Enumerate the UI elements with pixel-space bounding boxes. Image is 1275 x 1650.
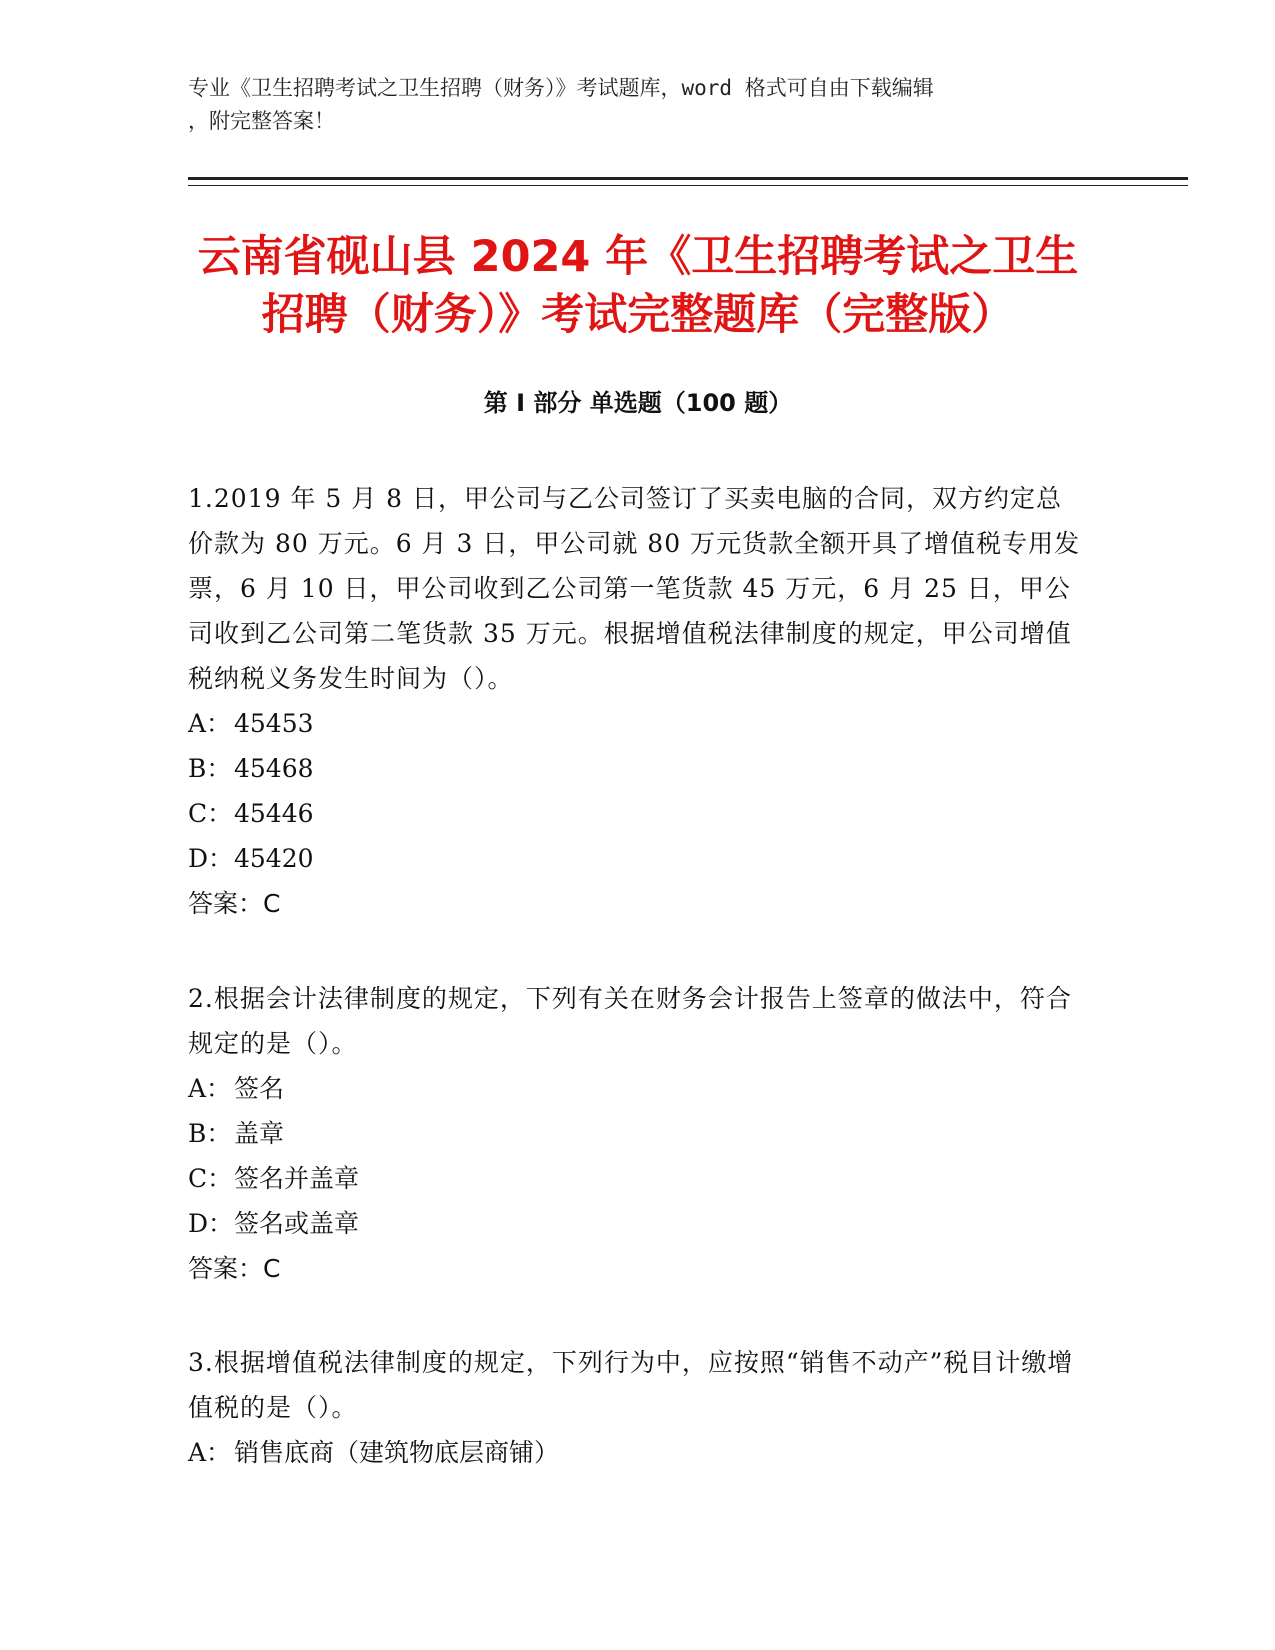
option-text: 签名 (234, 1074, 285, 1103)
option-label: C： (188, 799, 233, 828)
question-text: 1.2019 年 5 月 8 日，甲公司与乙公司签订了买卖电脑的合同，双方约定总价款为 80 万元。6 月 3 日，甲公司就 80 万元货款全额开具了增值税专用发票，6 月 10 日，甲公司收到乙公司第一笔货款 45 万元，6 月 25 日，甲公司收到乙公司第二笔货款 35 万元。根据增值税法律制度的规定，甲公司增值税纳税义务发生时间为（）。 (188, 484, 1081, 693)
option-a (188, 1066, 1088, 1111)
option-label: A： (188, 1074, 232, 1103)
question-1 (188, 476, 1088, 926)
option-a (188, 1430, 1088, 1475)
option-a (188, 701, 1088, 746)
question-2 (188, 976, 1088, 1291)
header-divider-thick (188, 177, 1188, 180)
document-title (188, 228, 1088, 344)
option-c (188, 791, 1088, 836)
option-d (188, 1201, 1088, 1246)
answer-line: 答案：C (188, 1254, 281, 1283)
option-label: B： (188, 754, 232, 783)
option-label: A： (188, 1438, 232, 1467)
option-text: 签名或盖章 (234, 1209, 360, 1238)
option-text: 45453 (234, 709, 314, 738)
question-text: 3.根据增值税法律制度的规定，下列行为中，应按照“销售不动产”税目计缴增值税的是（）。 (188, 1348, 1074, 1422)
option-label: A： (188, 709, 232, 738)
question-text: 2.根据会计法律制度的规定，下列有关在财务会计报告上签章的做法中，符合规定的是（）。 (188, 984, 1072, 1058)
option-b (188, 1111, 1088, 1156)
answer-line: 答案：C (188, 889, 281, 918)
option-text: 45468 (234, 754, 314, 783)
option-text: 签名并盖章 (234, 1164, 360, 1193)
option-b (188, 746, 1088, 791)
option-label: D： (188, 1209, 234, 1238)
option-text: 销售底商（建筑物底层商铺） (234, 1438, 560, 1467)
option-text: 45446 (234, 799, 314, 828)
document-title-line2: 招聘（财务）》考试完整题库（完整版） (261, 290, 1015, 340)
header-divider-thin (188, 185, 1188, 186)
document-title-line1: 云南省砚山县 2024 年《卫生招聘考试之卫生 (197, 232, 1079, 282)
option-d (188, 836, 1088, 881)
option-c (188, 1156, 1088, 1201)
header-note-line2: ，附完整答案！ (188, 109, 335, 133)
section-heading: 第 I 部分 单选题（100 题） (483, 389, 793, 417)
option-label: C： (188, 1164, 233, 1193)
option-text: 45420 (234, 844, 314, 873)
header-note (188, 72, 1088, 138)
question-3 (188, 1340, 1088, 1475)
option-label: B： (188, 1119, 232, 1148)
header-note-line1: 专业《卫生招聘考试之卫生招聘（财务）》考试题库，word 格式可自由下载编辑 (188, 76, 934, 100)
option-label: D： (188, 844, 234, 873)
option-text: 盖章 (234, 1119, 285, 1148)
